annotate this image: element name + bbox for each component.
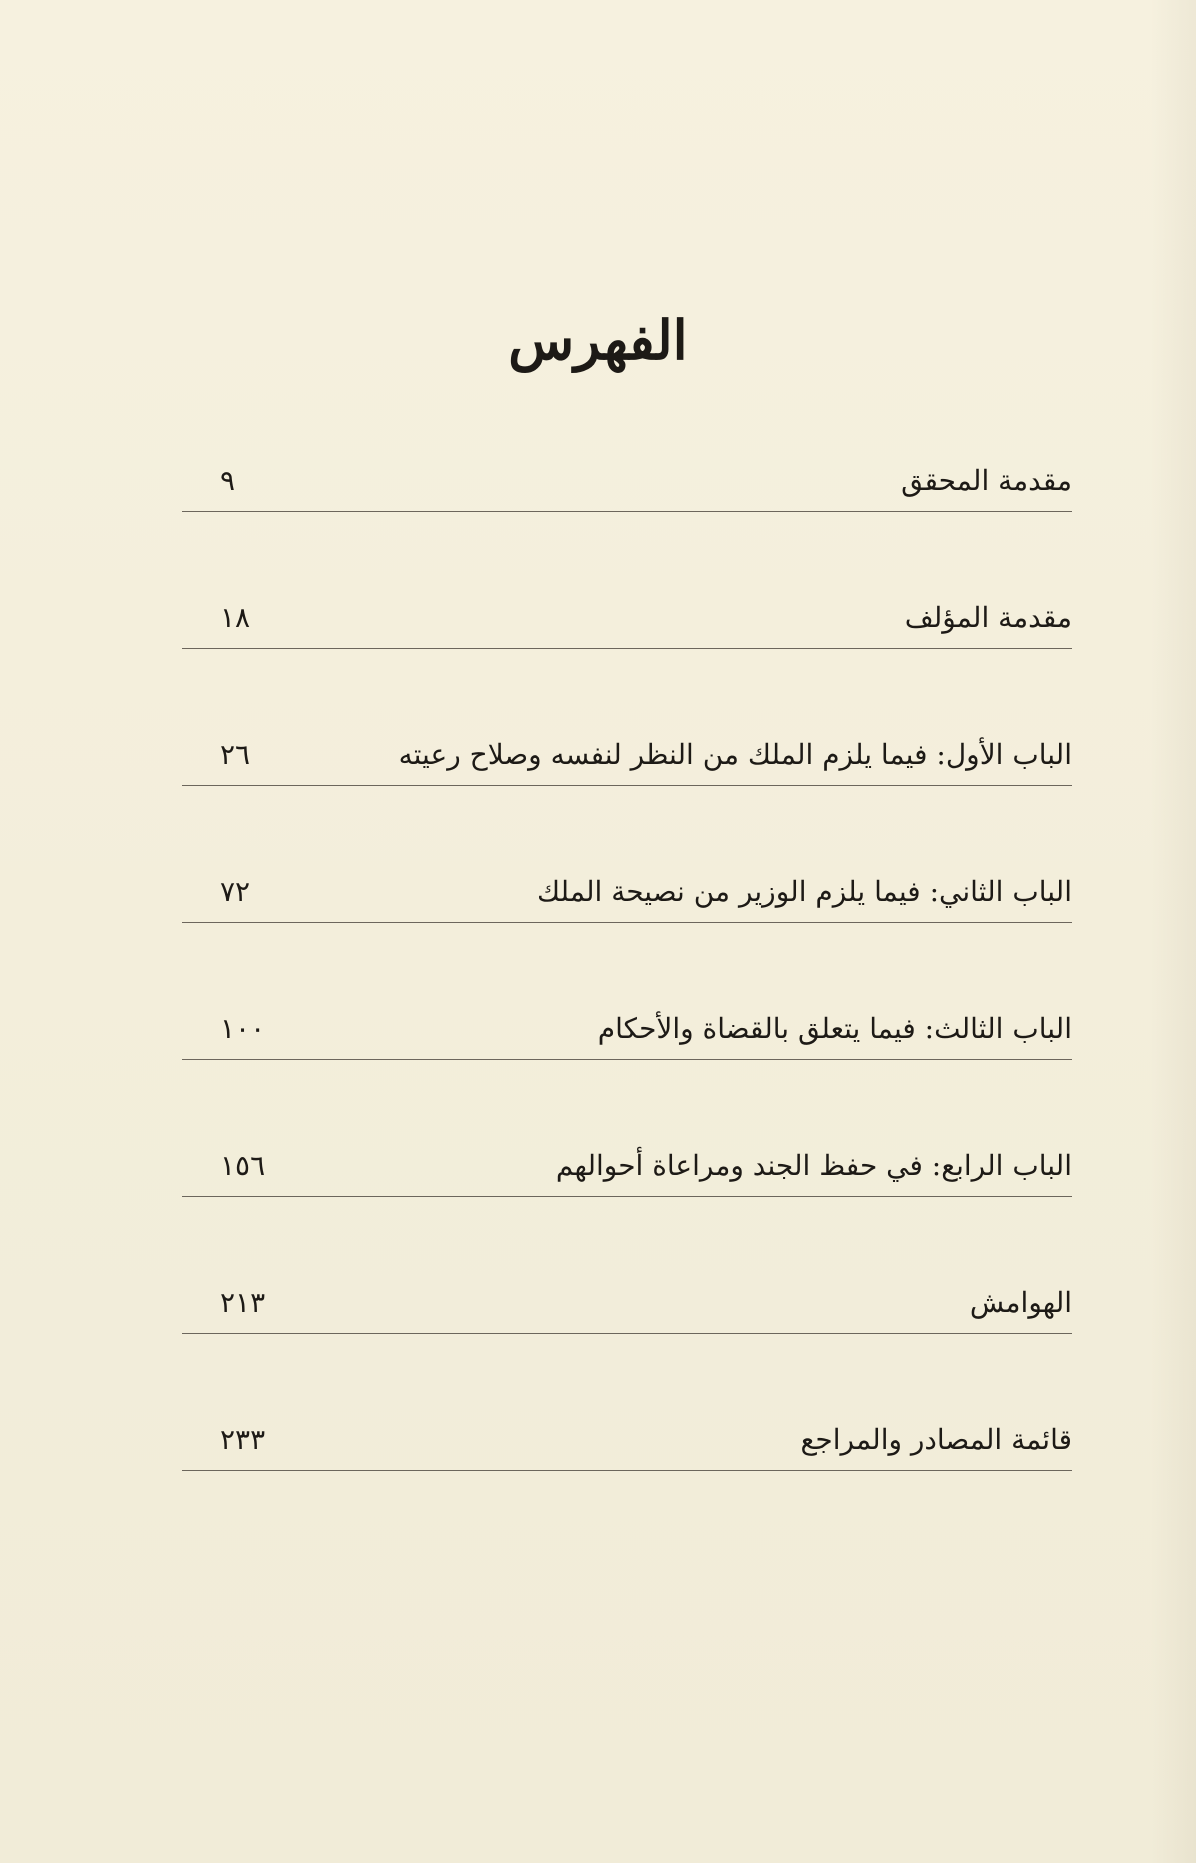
toc-entry-title: مقدمة المحقق [901,464,1072,497]
toc-entry [182,441,1072,512]
toc-entry [182,578,1072,649]
toc-entry-title: الباب الرابع: في حفظ الجند ومراعاة أحوالهم [555,1149,1072,1182]
toc-entry-page-number: ١٠٠ [220,1012,266,1045]
toc-entry [182,1263,1072,1334]
toc-entry-title: الهوامش [969,1286,1072,1319]
toc-entry-page-number: ١٨ [220,601,251,634]
toc-entry-title: الباب الأول: فيما يلزم الملك من النظر لنفسه وصلاح رعيته [398,738,1072,771]
table-of-contents [182,0,1072,1863]
toc-entry-page-number: ٢٣٣ [220,1423,266,1456]
toc-entry-page-number: ٧٢ [220,875,251,908]
toc-entry [182,1126,1072,1197]
toc-entry-page-number: ١٥٦ [220,1149,266,1182]
toc-entry-page-number: ٢١٣ [220,1286,266,1319]
toc-entry [182,852,1072,923]
toc-entry [182,1400,1072,1471]
toc-entry-title: الباب الثالث: فيما يتعلق بالقضاة والأحكام [597,1012,1072,1045]
toc-entry-title: قائمة المصادر والمراجع [800,1423,1072,1456]
page-title: الفهرس [508,308,688,372]
toc-entry-page-number: ٢٦ [220,738,251,771]
toc-entry [182,715,1072,786]
toc-entry [182,989,1072,1060]
toc-entry-page-number: ٩ [220,464,236,497]
toc-entry-title: مقدمة المؤلف [904,601,1072,634]
page-edge-shadow [1150,0,1196,1863]
toc-entry-title: الباب الثاني: فيما يلزم الوزير من نصيحة الملك [536,875,1072,908]
